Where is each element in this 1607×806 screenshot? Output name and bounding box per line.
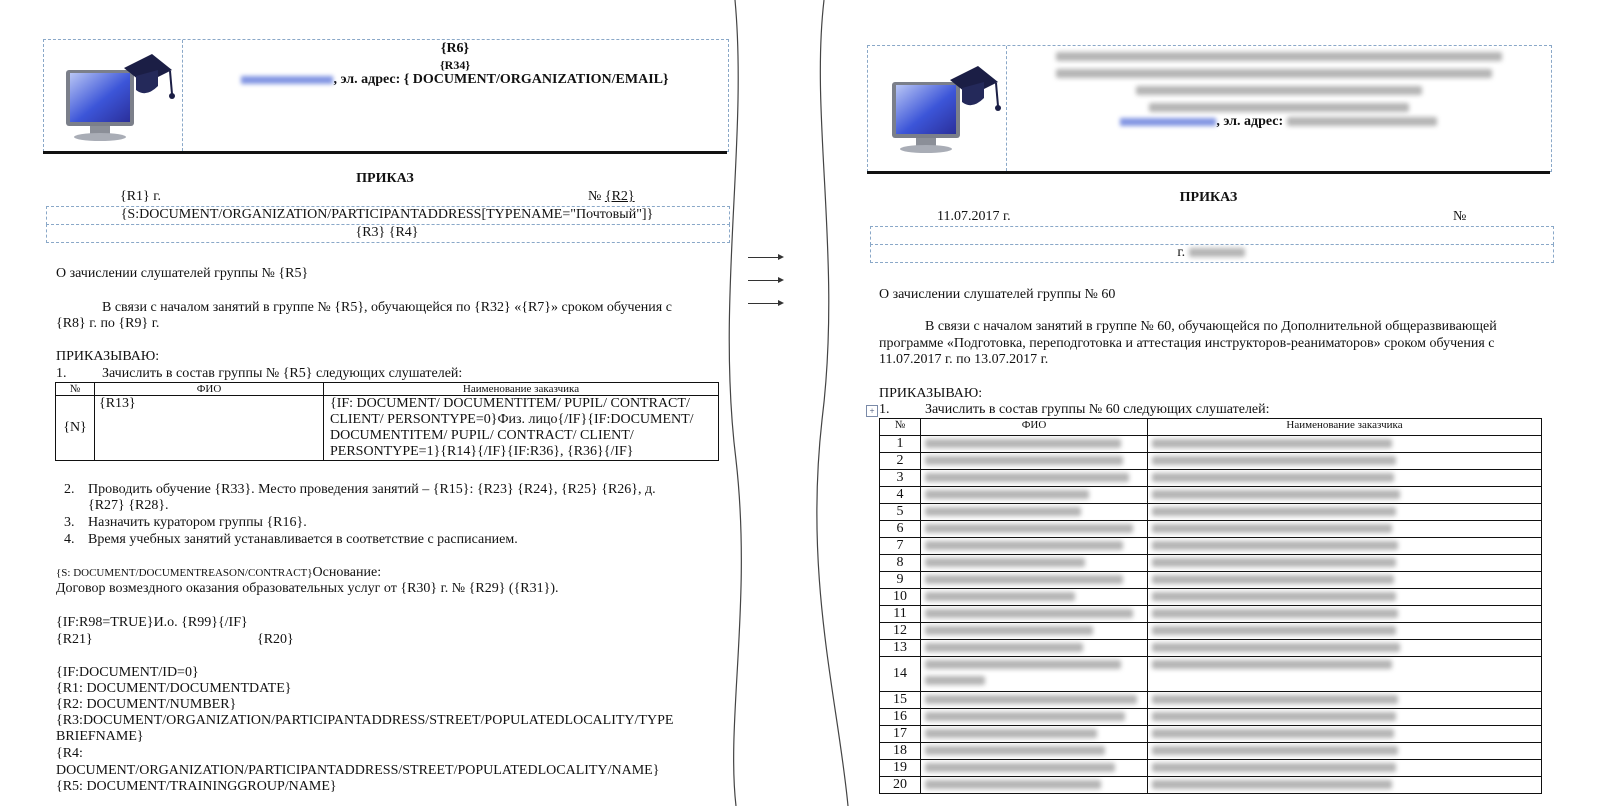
student-name-redacted bbox=[921, 538, 1148, 555]
table-row bbox=[880, 777, 1542, 794]
student-name-redacted bbox=[921, 572, 1148, 589]
computer-graduate-logo-icon bbox=[868, 46, 1006, 171]
website-email-line bbox=[1006, 114, 1551, 130]
students-template-table bbox=[55, 382, 719, 461]
arrow-right-icon bbox=[748, 280, 782, 281]
customer-redacted bbox=[1148, 623, 1542, 640]
table-row bbox=[880, 521, 1542, 538]
item-2-text: Проводить обучение {R33}. Место проведения занятий – {R15}: {R23} {R24}, {R25} {R26}, д. bbox=[88, 482, 656, 497]
row-number: 17 bbox=[880, 726, 921, 743]
acting-line: {IF:R98=TRUE}И.о. {R99}{/IF} bbox=[56, 615, 248, 630]
customer-redacted bbox=[1148, 589, 1542, 606]
table-header-fio: ФИО bbox=[921, 419, 1148, 436]
table-row bbox=[880, 640, 1542, 657]
row-number: 20 bbox=[880, 777, 921, 794]
order-subject: О зачислении слушателей группы № 60 bbox=[879, 287, 1116, 302]
item-4-text: Время учебных занятий устанавливается в соответствие с расписанием. bbox=[88, 532, 518, 547]
row-number: 4 bbox=[880, 487, 921, 504]
row-number: 5 bbox=[880, 504, 921, 521]
customer-redacted bbox=[1148, 453, 1542, 470]
table-row bbox=[880, 606, 1542, 623]
postal-address-placeholder: {S:DOCUMENT/ORGANIZATION/PARTICIPANTADDRESS[TYPENAME="Почтовый"]} bbox=[120, 207, 654, 222]
code-line: DOCUMENT/ORGANIZATION/PARTICIPANTADDRESS/STREET/POPULATEDLOCALITY/NAME} bbox=[56, 763, 660, 778]
code-line: {R3:DOCUMENT/ORGANIZATION/PARTICIPANTADDRESS/STREET/POPULATEDLOCALITY/TYPE bbox=[56, 713, 674, 728]
table-header-fio: ФИО bbox=[95, 383, 324, 396]
table-header-customer: Наименование заказчика bbox=[1148, 419, 1542, 436]
paragraph-line-2: программе «Подготовка, переподготовка и аттестация инструкторов-реаниматоров» сроком обучения с bbox=[879, 336, 1495, 351]
table-row bbox=[880, 555, 1542, 572]
orders-heading: ПРИКАЗЫВАЮ: bbox=[56, 349, 160, 364]
org-details-placeholder: {R34} bbox=[439, 58, 471, 72]
code-line: BRIEFNAME} bbox=[56, 729, 144, 744]
website-email-line bbox=[182, 72, 728, 88]
student-name-redacted bbox=[921, 623, 1148, 640]
table-row bbox=[880, 589, 1542, 606]
header-table bbox=[867, 45, 1552, 172]
customer-redacted bbox=[1148, 709, 1542, 726]
student-name-redacted bbox=[921, 640, 1148, 657]
students-table-body bbox=[880, 436, 1542, 794]
customer-redacted bbox=[1148, 538, 1542, 555]
customer-redacted bbox=[1148, 760, 1542, 777]
item-1-number: 1. bbox=[879, 402, 890, 417]
student-name-redacted bbox=[921, 743, 1148, 760]
row-number: 8 bbox=[880, 555, 921, 572]
header-rule bbox=[43, 151, 727, 154]
paragraph-line-2: {R8} г. по {R9} г. bbox=[56, 316, 160, 331]
student-name-redacted bbox=[921, 777, 1148, 794]
item-3-number: 3. bbox=[64, 515, 75, 530]
student-name-redacted bbox=[921, 453, 1148, 470]
table-row bbox=[880, 726, 1542, 743]
table-row bbox=[880, 709, 1542, 726]
code-line: {IF:DOCUMENT/ID=0} bbox=[56, 665, 199, 680]
org-name-redacted bbox=[1056, 52, 1502, 112]
table-row bbox=[880, 470, 1542, 487]
table-cell-customer bbox=[324, 396, 719, 461]
customer-redacted bbox=[1148, 692, 1542, 709]
item-3-text: Назначить куратором группы {R16}. bbox=[88, 515, 307, 530]
table-header-customer: Наименование заказчика bbox=[324, 383, 719, 396]
code-line: {R2: DOCUMENT/NUMBER} bbox=[56, 697, 237, 712]
arrow-right-icon bbox=[748, 303, 782, 304]
org-name-placeholder: {R6} bbox=[440, 41, 470, 56]
email-label: , эл. адрес: { DOCUMENT/ORGANIZATION/EMAIL} bbox=[333, 72, 669, 87]
table-row bbox=[880, 657, 1542, 692]
logo-cell bbox=[868, 46, 1007, 171]
customer-redacted bbox=[1148, 606, 1542, 623]
student-name-redacted bbox=[921, 709, 1148, 726]
table-move-handle-icon[interactable]: + bbox=[866, 405, 878, 417]
row-number: 16 bbox=[880, 709, 921, 726]
email-label: , эл. адрес: bbox=[1216, 114, 1284, 129]
redacted-line bbox=[1056, 52, 1502, 61]
customer-redacted bbox=[1148, 640, 1542, 657]
redacted-line bbox=[1149, 103, 1409, 112]
customer-redacted bbox=[1148, 657, 1542, 692]
customer-redacted bbox=[1148, 743, 1542, 760]
row-number: 15 bbox=[880, 692, 921, 709]
generated-document-page bbox=[870, 0, 1607, 806]
row-number: 1 bbox=[880, 436, 921, 453]
row-number: 7 bbox=[880, 538, 921, 555]
item-2-number: 2. bbox=[64, 482, 75, 497]
students-table bbox=[879, 418, 1542, 794]
table-row bbox=[880, 692, 1542, 709]
table-row bbox=[880, 538, 1542, 555]
student-name-redacted bbox=[921, 692, 1148, 709]
order-subject: О зачислении слушателей группы № {R5} bbox=[56, 266, 309, 281]
student-name-redacted bbox=[921, 589, 1148, 606]
customer-redacted bbox=[1148, 470, 1542, 487]
basis-prefix: {S: DOCUMENT/DOCUMENTREASON/CONTRACT} bbox=[56, 567, 313, 579]
website-link[interactable] bbox=[1120, 118, 1216, 126]
order-number bbox=[588, 189, 635, 205]
table-row bbox=[880, 487, 1542, 504]
row-number: 3 bbox=[880, 470, 921, 487]
address-row bbox=[870, 226, 1554, 245]
email-redacted bbox=[1287, 117, 1437, 126]
website-link[interactable] bbox=[241, 76, 333, 84]
arrow-right-icon bbox=[748, 257, 782, 258]
redacted-line bbox=[1056, 69, 1492, 78]
code-line: {R1: DOCUMENT/DOCUMENTDATE} bbox=[56, 681, 292, 696]
signer-position: {R21} bbox=[56, 632, 93, 647]
table-header-num: № bbox=[880, 419, 921, 436]
customer-redacted bbox=[1148, 436, 1542, 453]
item-4-number: 4. bbox=[64, 532, 75, 547]
header-table bbox=[43, 39, 729, 152]
code-line: {R5: DOCUMENT/TRAININGGROUP/NAME} bbox=[56, 779, 337, 794]
redacted-line bbox=[1136, 86, 1422, 95]
customer-redacted bbox=[1148, 726, 1542, 743]
order-title: ПРИКАЗ bbox=[1179, 190, 1238, 205]
computer-graduate-logo-icon bbox=[44, 40, 182, 151]
item-2-text-cont: {R27} {R28}. bbox=[88, 498, 169, 513]
row-number: 19 bbox=[880, 760, 921, 777]
header-rule bbox=[867, 171, 1550, 174]
city-line bbox=[870, 245, 1552, 261]
student-name-redacted bbox=[921, 504, 1148, 521]
paragraph-line-3: 11.07.2017 г. по 13.07.2017 г. bbox=[879, 352, 1049, 367]
student-name-redacted bbox=[921, 606, 1148, 623]
paragraph-line-1: В связи с началом занятий в группе № 60, обучающейся по Дополнительной общеразвивающей bbox=[925, 319, 1497, 334]
item-1-number: 1. bbox=[56, 366, 67, 381]
table-row bbox=[880, 743, 1542, 760]
customer-line: {IF: DOCUMENT/ DOCUMENTITEM/ PUPIL/ CONTRACT/ bbox=[330, 396, 690, 411]
customer-redacted bbox=[1148, 521, 1542, 538]
basis-contract-line: Договор возмездного оказания образовательных услуг от {R30} г. № {R29} ({R31}). bbox=[56, 581, 559, 596]
customer-line: PERSONTYPE=1}{R14}{/IF}{IF:R36}, {R36}{/IF} bbox=[330, 444, 634, 459]
right-page-edge bbox=[817, 0, 848, 806]
student-name-redacted bbox=[921, 760, 1148, 777]
table-cell-num: {N} bbox=[56, 396, 95, 461]
student-name-redacted bbox=[921, 555, 1148, 572]
row-number: 13 bbox=[880, 640, 921, 657]
city-redacted bbox=[1189, 248, 1245, 257]
table-row bbox=[880, 504, 1542, 521]
student-name-redacted bbox=[921, 726, 1148, 743]
basis-word: Основание: bbox=[312, 565, 382, 580]
customer-line: CLIENT/ PERSONTYPE=0}Физ. лицо{/IF}{IF:DOCUMENT/ bbox=[330, 412, 694, 427]
order-date: 11.07.2017 г. bbox=[937, 209, 1011, 224]
table-header-num: № bbox=[56, 383, 95, 396]
number-value: {R2} bbox=[604, 189, 635, 204]
table-row bbox=[880, 760, 1542, 777]
row-number: 2 bbox=[880, 453, 921, 470]
student-name-redacted bbox=[921, 657, 1148, 692]
item-1-text: Зачислить в состав группы № 60 следующих слушателей: bbox=[925, 402, 1270, 417]
order-title: ПРИКАЗ bbox=[356, 171, 414, 186]
order-number: № bbox=[1453, 209, 1467, 224]
customer-redacted bbox=[1148, 487, 1542, 504]
row-number: 12 bbox=[880, 623, 921, 640]
table-cell-fio: {R13} bbox=[95, 396, 324, 461]
row-number: 18 bbox=[880, 743, 921, 760]
template-document-page bbox=[0, 0, 760, 806]
student-name-redacted bbox=[921, 470, 1148, 487]
table-row bbox=[880, 623, 1542, 640]
customer-redacted bbox=[1148, 504, 1542, 521]
student-name-redacted bbox=[921, 521, 1148, 538]
customer-line: DOCUMENTITEM/ PUPIL/ CONTRACT/ CLIENT/ bbox=[330, 428, 634, 443]
logo-cell bbox=[44, 40, 183, 151]
city-prefix: г. bbox=[1177, 245, 1186, 260]
row-number: 14 bbox=[880, 657, 921, 692]
table-row bbox=[880, 453, 1542, 470]
basis-line bbox=[56, 565, 381, 581]
row-number: 6 bbox=[880, 521, 921, 538]
paragraph-line-1: В связи с началом занятий в группе № {R5}, обучающейся по {R32} «{R7}» сроком обучения с bbox=[102, 300, 672, 315]
row-number: 9 bbox=[880, 572, 921, 589]
row-number: 11 bbox=[880, 606, 921, 623]
row-number: 10 bbox=[880, 589, 921, 606]
orders-heading: ПРИКАЗЫВАЮ: bbox=[879, 386, 983, 401]
signer-name: {R20} bbox=[257, 632, 294, 647]
student-name-redacted bbox=[921, 436, 1148, 453]
number-sign: № bbox=[588, 189, 602, 204]
code-line: {R4: bbox=[56, 746, 83, 761]
city-placeholder: {R3} {R4} bbox=[355, 225, 419, 240]
customer-redacted bbox=[1148, 555, 1542, 572]
student-name-redacted bbox=[921, 487, 1148, 504]
table-row bbox=[880, 436, 1542, 453]
customer-redacted bbox=[1148, 777, 1542, 794]
table-row bbox=[880, 572, 1542, 589]
customer-redacted bbox=[1148, 572, 1542, 589]
item-1-text: Зачислить в состав группы № {R5} следующих слушателей: bbox=[102, 366, 463, 381]
order-date: {R1} г. bbox=[120, 189, 161, 204]
